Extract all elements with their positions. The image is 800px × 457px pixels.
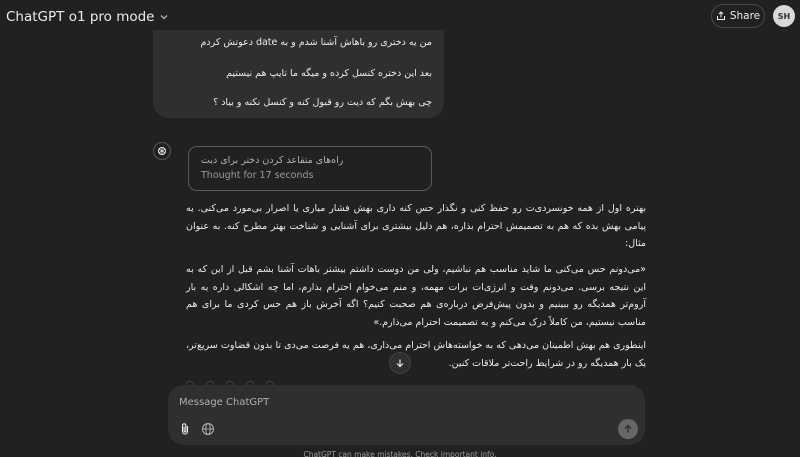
assistant-paragraph: اینطوری هم بهش اطمینان می‌دهی که به خواسته‌هاش احترام می‌ذاری، هم یه فرصت می‌دی تا بدون قضاوت سریع‌تر، یک بار همدیگه رو در شرایط راحت‌تر ملاقات کنین.: [186, 340, 646, 369]
message-input[interactable]: [179, 394, 579, 410]
share-icon: [716, 11, 726, 21]
arrow-up-icon: [623, 424, 633, 434]
model-selector[interactable]: [6, 7, 169, 27]
chevron-down-icon: [159, 12, 169, 22]
globe-icon: [201, 422, 215, 436]
user-message-line: چی بهش بگم که دیت رو قبول کنه و کنسل نکنه و بیاد ؟: [213, 97, 432, 108]
avatar[interactable]: SH: [773, 5, 795, 27]
reasoning-summary-toggle[interactable]: [188, 146, 432, 191]
reasoning-duration: Thought for 17 seconds: [201, 170, 314, 181]
user-message-bubble: [153, 30, 444, 118]
model-name: ChatGPT o1 pro mode: [6, 9, 155, 25]
assistant-paragraph: «می‌دونم حس می‌کنی ما شاید مناسب هم نباشیم، ولی من دوست داشتم بیشتر باهات آشنا بشم قبل از این که به این نتیجه برسی. می‌دونم وقت و انرژی‌ات برات مهمه، و منم می‌خوام احترام بذارم، اما چه اشکالی داره یه بار آروم‌تر همدیگه رو ببینیم و بدون پیش‌فرض درباره‌ی هم صحبت کنیم؟ اگه آخرش باز هم حس کردی ما برای هم مناسب نیستیم، من کاملاً درک می‌کنم و به تصمیمت احترام می‌ذارم.»: [186, 264, 646, 328]
reasoning-title: راه‌های متقاعد کردن دختر برای دیت: [201, 155, 344, 166]
disclaimer: ChatGPT can make mistakes. Check important info.: [303, 450, 497, 457]
openai-logo-icon: [153, 142, 171, 160]
paperclip-icon: [178, 422, 192, 436]
assistant-paragraph: بهتره اول از همه خونسردی‌ت رو حفظ کنی و نگذار حس کنه داری بهش فشار میاری یا اصرار بی‌مورد می‌کنی. یه پیامی بهش بده که هم به تصمیمش احترام بذاره، هم دلیل بیشتری برای آشنایی و شناخت بهتر مطرح کنه. به عنوان مثال:: [186, 203, 646, 249]
message-composer: [168, 385, 645, 445]
user-message-line: من یه دختری رو باهاش آشنا شدم و به date دعوتش کردم: [200, 37, 432, 48]
arrow-down-icon: [395, 358, 405, 368]
scroll-to-bottom-button[interactable]: [389, 352, 411, 374]
top-bar: [0, 0, 800, 34]
share-label: Share: [729, 10, 761, 22]
send-button[interactable]: [618, 419, 638, 439]
search-web-button[interactable]: [200, 421, 216, 437]
attach-button[interactable]: [177, 421, 193, 437]
user-message-line: بعد این دختره کنسل کرده و میگه ما تایپ هم نیستیم: [226, 68, 432, 79]
share-button[interactable]: [711, 4, 765, 28]
